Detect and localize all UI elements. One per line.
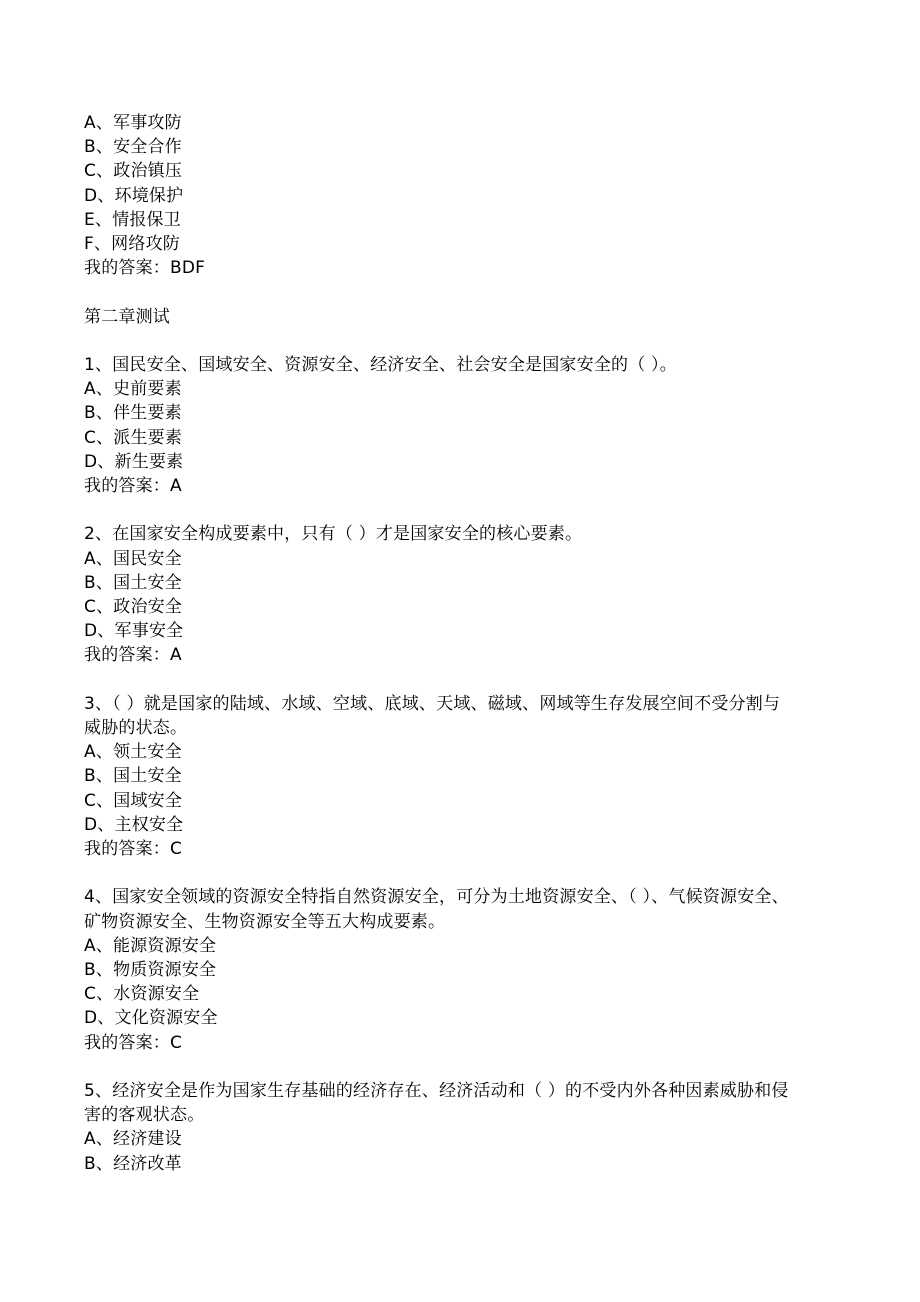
option: D、军事安全 xyxy=(84,621,184,642)
option: A、国民安全 xyxy=(84,548,182,569)
option: A、领土安全 xyxy=(84,742,182,763)
my-answer: 我的答案：A xyxy=(84,645,182,666)
question-4 xyxy=(84,885,854,1054)
option: C、政治镇压 xyxy=(84,161,183,182)
document-page xyxy=(84,111,854,1176)
question-3 xyxy=(84,692,854,861)
option: B、国土安全 xyxy=(84,572,182,593)
question-1 xyxy=(84,353,854,498)
option: D、环境保护 xyxy=(84,185,184,206)
question-stem: 4、国家安全领域的资源安全特指自然资源安全，可分为土地资源安全、（ ）、气候资源安全、 xyxy=(84,887,789,908)
my-answer: 我的答案：BDF xyxy=(84,258,206,279)
question-stem-cont: 威胁的状态。 xyxy=(84,718,188,739)
option: D、文化资源安全 xyxy=(84,1008,218,1029)
option: C、水资源安全 xyxy=(84,984,200,1005)
question-stem: 3、（ ）就是国家的陆域、水域、空域、底域、天域、磁域、网域等生存发展空间不受分割与 xyxy=(84,693,781,714)
prev-question xyxy=(84,111,854,280)
option: B、安全合作 xyxy=(84,137,182,158)
option: C、国域安全 xyxy=(84,790,183,811)
question-stem-cont: 矿物资源安全、生物资源安全等五大构成要素。 xyxy=(84,911,446,932)
option: B、国土安全 xyxy=(84,766,182,787)
question-2 xyxy=(84,522,854,667)
option: C、政治安全 xyxy=(84,597,183,618)
option: C、派生要素 xyxy=(84,427,183,448)
option: A、经济建设 xyxy=(84,1129,182,1150)
option: D、主权安全 xyxy=(84,814,184,835)
option: B、伴生要素 xyxy=(84,403,182,424)
question-5 xyxy=(84,1079,854,1176)
my-answer: 我的答案：A xyxy=(84,476,182,497)
question-stem: 2、在国家安全构成要素中，只有（ ）才是国家安全的核心要素。 xyxy=(84,524,583,545)
question-stem: 5、经济安全是作为国家生存基础的经济存在、经济活动和（ ）的不受内外各种因素威胁和侵 xyxy=(84,1081,789,1102)
question-stem: 1、国民安全、国域安全、资源安全、经济安全、社会安全是国家安全的（ ）。 xyxy=(84,355,677,375)
my-answer: 我的答案：C xyxy=(84,1032,183,1053)
option: D、新生要素 xyxy=(84,451,184,472)
option: F、网络攻防 xyxy=(84,234,180,255)
option: B、物质资源安全 xyxy=(84,960,217,981)
my-answer: 我的答案：C xyxy=(84,839,183,860)
chapter-title: 第二章测试 xyxy=(84,306,170,327)
option: A、能源资源安全 xyxy=(84,935,217,956)
option: A、史前要素 xyxy=(84,379,182,400)
question-stem-cont: 害的客观状态。 xyxy=(84,1105,205,1126)
option: E、情报保卫 xyxy=(84,209,181,230)
option: B、经济改革 xyxy=(84,1153,182,1174)
option: A、军事攻防 xyxy=(84,113,182,133)
